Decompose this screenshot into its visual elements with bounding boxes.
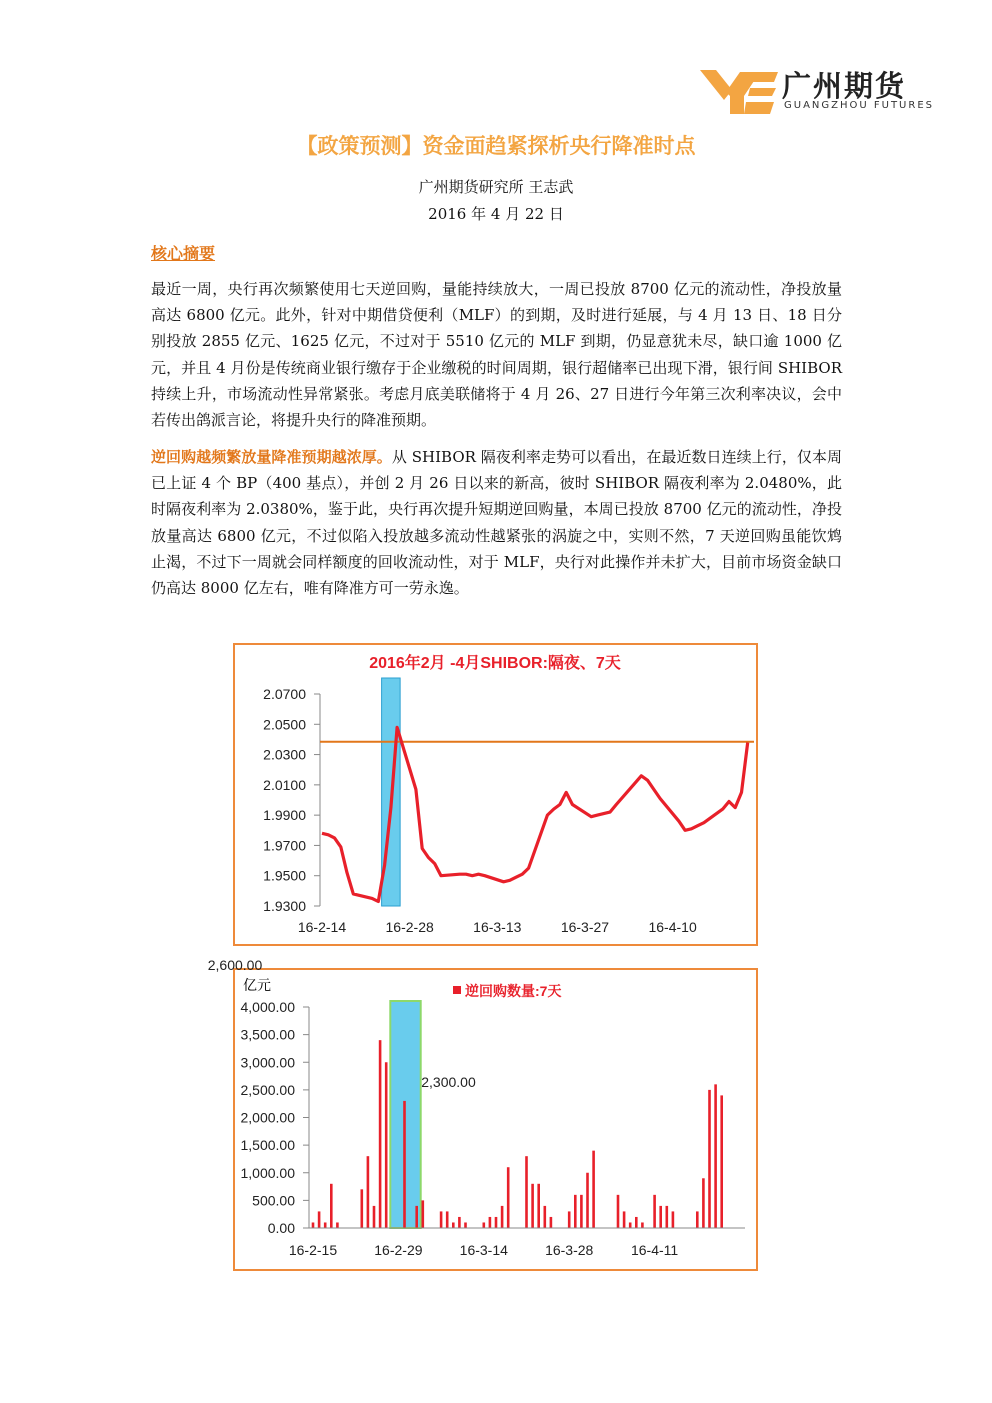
document-title: 【政策预测】资金面趋紧探析央行降准时点 (296, 134, 696, 158)
reverse-repo-chart-svg (207, 957, 756, 1269)
bar (629, 1222, 632, 1228)
paragraph-body: 从 SHIBOR 隔夜利率走势可以看出，在最近数日连续上行，仅本周已上证 4 个 BP（400 基点），并创 2 月 26 日以来的新高，彼时 SHIBOR 隔夜利率为 2.0480%，此时隔夜利率为 2.0380%，鉴于此，央行再次提升短期逆回购量，本周已投放 8700 亿元的流动性，净投放量高达 6800 亿元，不过似陷入投放越多流动性越紧张的涡旋之中，实则不然，7 天逆回购虽能饮鸩止渴，不过下一周就会同样额度的回收流动性，对于 MLF，央行对此操作并未扩大，目前市场资金缺口仍高达 8000 亿左右，唯有降准方可一劳永逸。 (151, 448, 842, 598)
bar (653, 1195, 656, 1228)
bar (702, 1178, 705, 1228)
bar (385, 1062, 388, 1228)
bar (495, 1217, 498, 1228)
bar (537, 1184, 540, 1228)
paragraph-summary: 最近一周，央行再次频繁使用七天逆回购，量能持续放大，一周已投放 8700 亿元的流动性，净投放量高达 6800 亿元。此外，针对中期借贷便利（MLF）的到期，及时进行延展，与 4 月 13 日、18 日分别投放 2855 亿元、1625 亿元，不过对于 5510 亿元的 MLF 到期，仍显意犹未尽，缺口逾 1000 亿元，并且 4 月份是传统商业银行缴存于企业缴税的时间周期，银行超储率已出现下滑，银行间 SHIBOR 持续上升，市场流动性异常紧张。考虑月底美联储将于 4 月 26、27 日进行今年第三次利率决议，会中若传出鸽派言论，将提升央行的降准预期。 (151, 280, 842, 430)
bar (446, 1211, 449, 1228)
shibor-line-chart (233, 643, 758, 946)
bar (580, 1195, 583, 1228)
y-tick-label: 3,000.00 (240, 1054, 295, 1071)
data-label: 2,300.00 (421, 1073, 476, 1090)
bar (422, 1200, 425, 1228)
author-line: 广州期货研究所 王志武 (418, 178, 574, 196)
x-tick-label: 16-2-14 (297, 919, 347, 935)
legend-label: 逆回购数量:7天 (465, 983, 562, 999)
bar (696, 1211, 699, 1228)
x-tick-label: 16-2-15 (288, 1242, 338, 1258)
unit-label: 亿元 (243, 977, 271, 993)
section-heading: 核心摘要 (151, 244, 216, 263)
bar (568, 1211, 571, 1228)
bar (483, 1222, 486, 1228)
data-label: 2,600.00 (207, 957, 263, 973)
bar (714, 1084, 717, 1228)
bar (574, 1195, 577, 1228)
company-logo (700, 62, 934, 118)
paragraph-analysis (151, 444, 842, 601)
bar (507, 1167, 510, 1228)
bar (367, 1156, 370, 1228)
bar (641, 1222, 644, 1228)
y-tick-label: 2.0100 (263, 776, 306, 793)
date-line: 2016 年 4 月 22 日 (428, 205, 564, 223)
y-tick-label: 1.9500 (263, 867, 306, 884)
bar (659, 1206, 662, 1228)
x-tick-label: 16-4-11 (630, 1242, 679, 1258)
bar (525, 1156, 528, 1228)
y-tick-label: 1,500.00 (240, 1137, 295, 1154)
bar (489, 1217, 492, 1228)
bar (531, 1184, 534, 1228)
y-tick-label: 4,000.00 (240, 999, 295, 1015)
x-tick-label: 16-2-28 (385, 919, 434, 935)
bar (544, 1206, 547, 1228)
reverse-repo-bar-chart (207, 957, 758, 1271)
y-tick-label: 500.00 (252, 1192, 295, 1209)
bar (550, 1217, 553, 1228)
logo-text-en: GUANGZHOU FUTURES (784, 100, 934, 111)
x-tick-label: 16-4-10 (648, 919, 697, 935)
bar (336, 1222, 339, 1228)
bar (672, 1211, 675, 1228)
y-tick-label: 1.9300 (263, 898, 306, 914)
x-tick-label: 16-3-27 (560, 919, 610, 935)
legend-swatch (453, 986, 461, 994)
y-tick-label: 1,000.00 (240, 1164, 295, 1181)
bar (501, 1206, 504, 1228)
bar (330, 1184, 333, 1228)
paragraph-lead: 逆回购越频繁放量降准预期越浓厚。 (151, 448, 392, 466)
y-tick-label: 3,500.00 (240, 1026, 295, 1043)
bar (586, 1173, 589, 1228)
x-tick-label: 16-3-13 (473, 919, 522, 935)
bar (458, 1217, 461, 1228)
chart-title: 2016年2月 -4月SHIBOR:隔夜、7天 (369, 655, 621, 672)
bar (373, 1206, 376, 1228)
shibor-chart-svg (235, 645, 756, 944)
y-tick-label: 1.9700 (263, 837, 306, 854)
bar (415, 1206, 418, 1228)
bar (635, 1217, 638, 1228)
bar (440, 1211, 443, 1228)
bar (708, 1090, 711, 1228)
bar (617, 1195, 620, 1228)
x-tick-label: 16-3-14 (459, 1242, 508, 1258)
bar (592, 1151, 595, 1228)
y-tick-label: 2.0500 (263, 716, 306, 733)
bar (720, 1095, 723, 1228)
y-tick-label: 2,000.00 (240, 1109, 295, 1126)
bar (403, 1101, 406, 1228)
x-tick-label: 16-3-28 (545, 1242, 594, 1258)
logo-mark-icon (700, 66, 780, 118)
bar (623, 1211, 626, 1228)
bar (452, 1222, 455, 1228)
bar (361, 1189, 364, 1228)
bar (312, 1222, 315, 1228)
y-tick-label: 2.0700 (263, 686, 306, 702)
bar (379, 1040, 382, 1228)
bar (464, 1222, 467, 1228)
y-tick-label: 1.9900 (263, 807, 306, 824)
bar (666, 1206, 669, 1228)
logo-text-cn: 广州期货 (782, 69, 907, 103)
bar (318, 1211, 321, 1228)
y-tick-label: 2,500.00 (240, 1081, 295, 1098)
y-tick-label: 2.0300 (263, 746, 306, 763)
y-tick-label: 0.00 (267, 1220, 295, 1236)
x-tick-label: 16-2-29 (374, 1242, 423, 1258)
bar (324, 1222, 327, 1228)
